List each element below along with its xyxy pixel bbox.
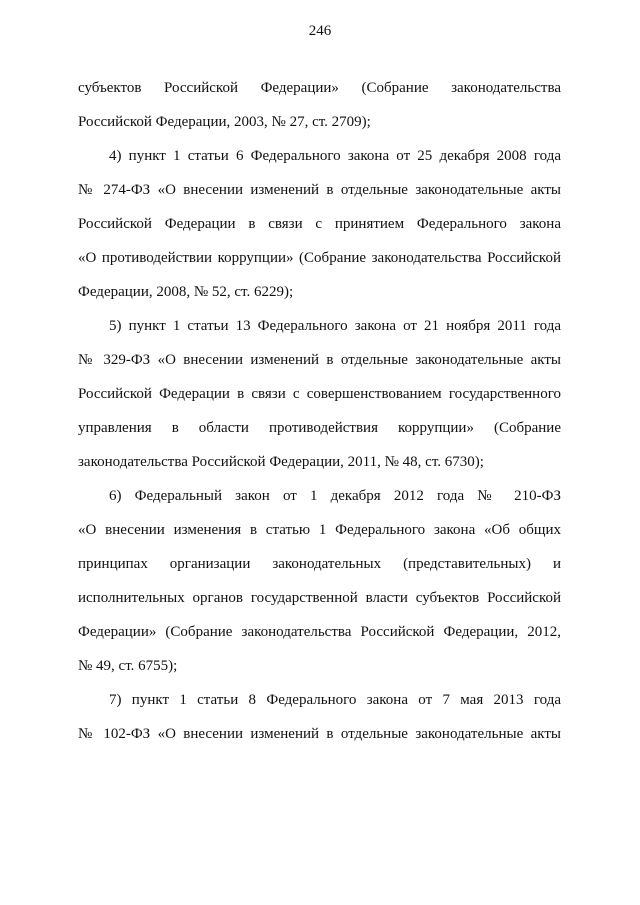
- text-line: 4) пункт 1 статьи 6 Федерального закона от 25 декабря 2008 года: [109, 148, 561, 164]
- text-line: исполнительных органов государственной власти субъектов Российской: [78, 590, 561, 606]
- paragraph-item-6: [78, 483, 561, 687]
- paragraph-continuation: [78, 75, 561, 143]
- text-line: 6) Федеральный закон от 1 декабря 2012 года № 210-ФЗ: [109, 488, 561, 504]
- text-line: № 329-ФЗ «О внесении изменений в отдельные законодательные акты: [78, 352, 561, 368]
- text-line: Российской Федерации в связи с принятием Федерального закона: [78, 216, 561, 232]
- text-line: № 274-ФЗ «О внесении изменений в отдельные законодательные акты: [78, 182, 561, 198]
- text-line: Российской Федерации в связи с совершенствованием государственного: [78, 386, 561, 402]
- text-line: Российской Федерации, 2003, № 27, ст. 2709);: [78, 114, 371, 130]
- text-line: законодательства Российской Федерации, 2011, № 48, ст. 6730);: [78, 454, 484, 470]
- text-line: принципах организации законодательных (представительных) и: [78, 556, 561, 572]
- text-line: Федерации» (Собрание законодательства Российской Федерации, 2012,: [78, 624, 561, 640]
- paragraph-item-4: [78, 143, 561, 313]
- document-body: [78, 75, 561, 755]
- paragraph-item-5: [78, 313, 561, 483]
- text-line: субъектов Российской Федерации» (Собрание законодательства: [78, 80, 561, 96]
- text-line: 5) пункт 1 статьи 13 Федерального закона от 21 ноября 2011 года: [109, 318, 561, 334]
- text-line: 7) пункт 1 статьи 8 Федерального закона от 7 мая 2013 года: [109, 692, 561, 708]
- text-line: № 49, ст. 6755);: [78, 658, 178, 674]
- paragraph-item-7: [78, 687, 561, 755]
- text-line: Федерации, 2008, № 52, ст. 6229);: [78, 284, 294, 300]
- text-line: № 102-ФЗ «О внесении изменений в отдельные законодательные акты: [78, 726, 561, 742]
- text-line: «О внесении изменения в статью 1 Федерального закона «Об общих: [78, 522, 561, 538]
- text-line: «О противодействии коррупции» (Собрание законодательства Российской: [78, 250, 561, 266]
- text-line: управления в области противодействия коррупции» (Собрание: [78, 420, 561, 436]
- page-number: 246: [308, 23, 332, 39]
